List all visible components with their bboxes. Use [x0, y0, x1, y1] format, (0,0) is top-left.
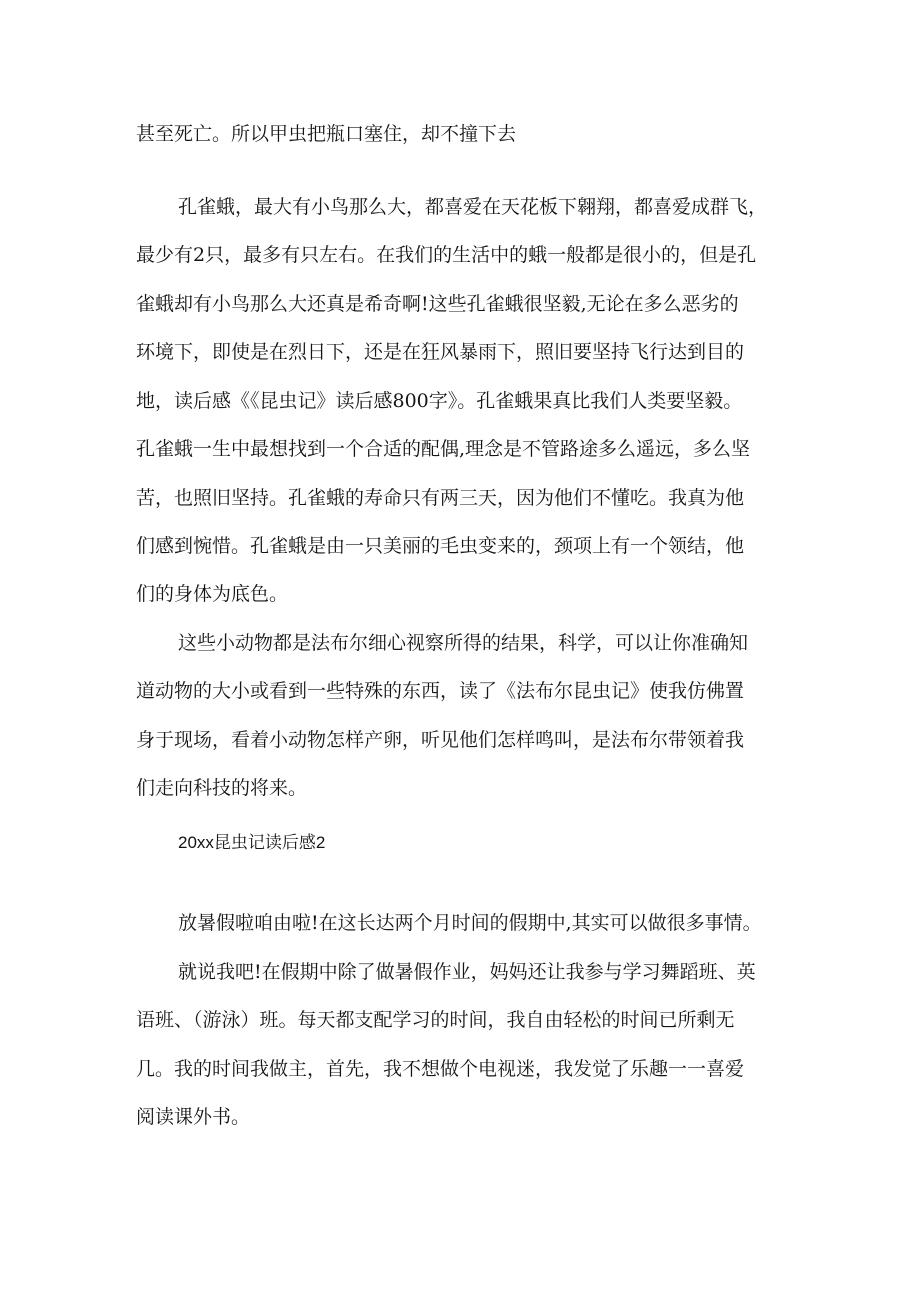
text-line: 孔雀蛾，最大有小鸟那么大，都喜爱在天花板下翱翔，都喜爱成群飞，: [178, 196, 768, 218]
text-line: 雀蛾却有小鸟那么大还真是希奇啊!这些孔雀蛾很坚毅,无论在多么恶劣的: [136, 293, 739, 315]
text-line: 几。我的时间我做主，首先，我不想做个电视迷，我发觉了乐趣一一喜爱: [136, 1058, 745, 1080]
text-line: 放暑假啦咱由啦!在这长达两个月时间的假期中,其实可以做很多事情。: [178, 912, 762, 934]
text-line: 孔雀蛾一生中最想找到一个合适的配偶,理念是不管路途多么遥远，多么坚: [136, 438, 751, 460]
text-line: 甚至死亡。所以甲虫把瓶口塞住，却不撞下去: [136, 123, 517, 145]
text-line: 这些小动物都是法布尔细心视察所得的结果，科学，可以让你准确知: [178, 632, 749, 654]
section-heading: 20xx昆虫记读后感2: [178, 833, 326, 852]
text-line: 语班、（游泳）班。每天都支配学习的时间，我自由轻松的时间已所剩无: [136, 1009, 735, 1031]
text-line: 地，读后感《《昆虫记》读后感800字》。孔雀蛾果真比我们人类要坚毅。: [136, 390, 743, 412]
text-line: 就说我吧!在假期中除了做暑假作业，妈妈还让我参与学习舞蹈班、英: [178, 961, 756, 983]
text-line: 们感到惋惜。孔雀蛾是由一只美丽的毛虫变来的，颈项上有一个领结，他: [136, 535, 745, 557]
text-line: 环境下，即使是在烈日下，还是在狂风暴雨下，照旧要坚持飞行达到目的: [136, 341, 745, 363]
text-line: 们的身体为底色。: [136, 583, 289, 605]
text-line: 身于现场，看着小动物怎样产卵，听见他们怎样鸣叫，是法布尔带领着我: [136, 729, 745, 751]
text-line: 道动物的大小或看到一些特殊的东西，读了《法布尔昆虫记》使我仿佛置: [136, 680, 745, 702]
text-line: 苦，也照旧坚持。孔雀蛾的寿命只有两三天，因为他们不懂吃。我真为他: [136, 487, 745, 509]
text-line: 最少有2只，最多有只左右。在我们的生活中的蛾一般都是很小的，但是孔: [136, 244, 757, 266]
text-line: 阅读课外书。: [136, 1106, 251, 1128]
text-line: 们走向科技的将来。: [136, 777, 308, 799]
